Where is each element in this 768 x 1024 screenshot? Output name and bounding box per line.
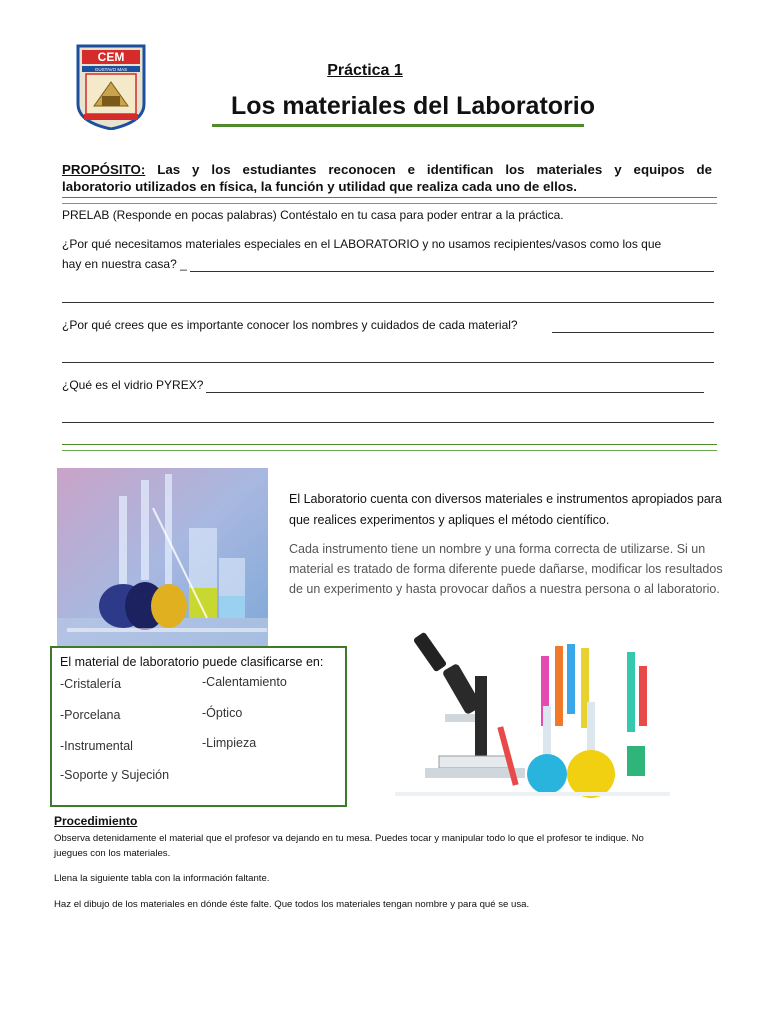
- question-1-line-1: ¿Por qué necesitamos materiales especiales en el LABORATORIO y no usamos recipientes/vasos como los que: [62, 237, 662, 251]
- microscope-photo: [395, 626, 670, 806]
- category-item: -Limpieza: [202, 736, 257, 750]
- category-item: -Porcelana: [60, 708, 121, 722]
- category-item: -Óptico: [202, 706, 243, 720]
- glassware-photo: [57, 468, 268, 648]
- category-item: -Cristalería: [60, 677, 122, 691]
- intro-headline: El Laboratorio cuenta con diversos materiales e instrumentos apropiados para que realices experimentos y apliques el método científico.: [289, 492, 722, 527]
- procedure-title: Procedimiento: [54, 814, 138, 828]
- page-title: Los materiales del Laboratorio: [231, 92, 595, 120]
- answer-line-2b[interactable]: [62, 362, 714, 363]
- purpose-label: PROPÓSITO:: [62, 162, 146, 177]
- answer-line-2a[interactable]: [552, 332, 714, 333]
- practice-number: Práctica 1: [327, 62, 403, 79]
- intro-description: Cada instrumento tiene un nombre y una forma correcta de utilizarse. Si un material es tratado de forma diferente puede dañarse, modificar los resultados de un experimento y hasta provocar daños a nuestra persona o al laboratorio.: [289, 542, 723, 596]
- question-1-line-2: hay en nuestra casa? _: [62, 257, 187, 271]
- section-divider-2: [62, 444, 717, 451]
- logo-text: CEM: [97, 50, 125, 64]
- logo-subtext: GUSTAVO MAS: [94, 67, 128, 72]
- classification-box: [50, 646, 347, 807]
- procedure-step-1-line-2: juegues con los materiales.: [54, 848, 171, 859]
- procedure-step-3: Haz el dibujo de los materiales en dónde éste falte. Que todos los materiales tengan nombre y para qué se usa.: [54, 899, 530, 910]
- procedure-step-2: Llena la siguiente tabla con la información faltante.: [54, 873, 270, 884]
- classification-title: El material de laboratorio puede clasificarse en:: [60, 655, 324, 669]
- procedure-step-1-line-1: Observa detenidamente el material que el profesor va dejando en tu mesa. Puedes tocar y manipular todo lo que el profesor te indique. No: [54, 833, 644, 844]
- school-logo: [74, 44, 148, 130]
- purpose-text-1: Las y los estudiantes reconocen e identifican los materiales y equipos de: [157, 162, 712, 177]
- category-item: -Soporte y Sujeción: [60, 768, 170, 782]
- answer-line-1b[interactable]: [62, 302, 714, 303]
- question-2: ¿Por qué crees que es importante conocer los nombres y cuidados de cada material?: [62, 318, 518, 332]
- category-item: -Calentamiento: [202, 675, 287, 689]
- answer-line-3b[interactable]: [62, 422, 714, 423]
- purpose-line-1: [62, 160, 712, 179]
- answer-line-3a[interactable]: [206, 392, 704, 393]
- section-divider: [62, 197, 717, 204]
- purpose-text-2: laboratorio utilizados en física, la función y utilidad que realiza cada uno de ellos.: [62, 179, 577, 194]
- question-3: ¿Qué es el vidrio PYREX?: [62, 378, 204, 392]
- category-item: -Instrumental: [60, 739, 133, 753]
- title-underline: [212, 124, 584, 127]
- prelab-instruction: PRELAB (Responde en pocas palabras) Contéstalo en tu casa para poder entrar a la práctica.: [62, 208, 564, 222]
- answer-line-1a[interactable]: [190, 271, 714, 272]
